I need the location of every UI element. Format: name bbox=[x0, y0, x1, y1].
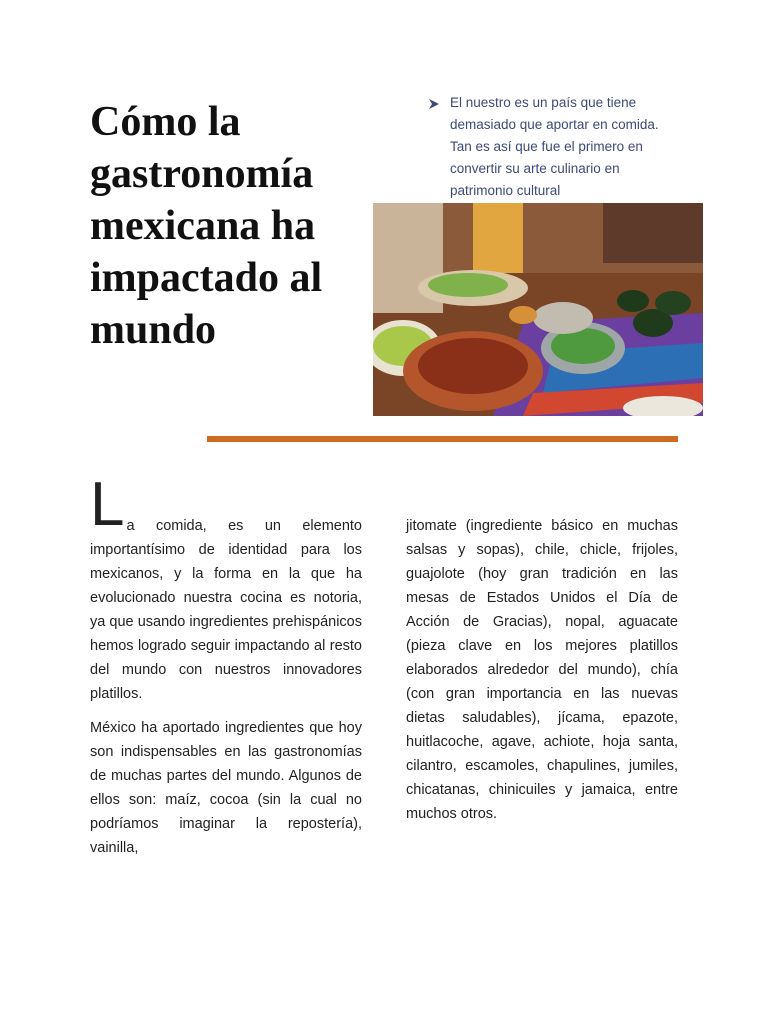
paragraph-2: México ha aportado ingredientes que hoy son indispensables en las gastronomías de muchas partes del mundo. Algunos de ellos son: maíz, cocoa (sin la cual no podríamos imaginar la repostería), vainilla, bbox=[90, 720, 362, 856]
sidebar-bullet bbox=[428, 92, 678, 202]
food-photo bbox=[373, 203, 703, 416]
orange-divider-rule bbox=[207, 436, 678, 442]
article-title: Cómo la gastronomía mexicana ha impactado al mundo bbox=[90, 99, 323, 353]
arrow-bullet-icon bbox=[428, 92, 442, 202]
body-column-left bbox=[90, 470, 362, 870]
drop-cap: L bbox=[90, 470, 125, 539]
paragraph-1-text: a comida, es un elemento importantísimo de identidad para los mexicanos, y la forma en la que ha evolucionado nuestra cocina es notoria, ya que usando ingredientes prehispánicos hemos logrado seguir impactando al resto del mundo con nuestros innovadores platillos. bbox=[90, 518, 362, 702]
sidebar-bullet-text: El nuestro es un país que tiene demasiado que aportar en comida. Tan es así que fue el primero en convertir su arte culinario en patrimonio cultural bbox=[450, 95, 659, 198]
body-column-right bbox=[406, 514, 678, 836]
paragraph-1 bbox=[90, 470, 362, 706]
paragraph-2-continued: jitomate (ingrediente básico en muchas salsas y sopas), chile, chicle, frijoles, guajolote (hoy gran tradición en las mesas de Estados Unidos el Día de Acción de Gracias), nopal, aguacate (pieza clave en los mejores platillos elaborados alrededor del mundo), chía (con gran importancia en las nuevas dietas saludables), jícama, epazote, huitlacoche, agave, achiote, hoja santa, cilantro, escamoles, chapulines, jumiles, chicatanas, chinicuiles y jamaica, entre muchos otros. bbox=[406, 518, 678, 822]
